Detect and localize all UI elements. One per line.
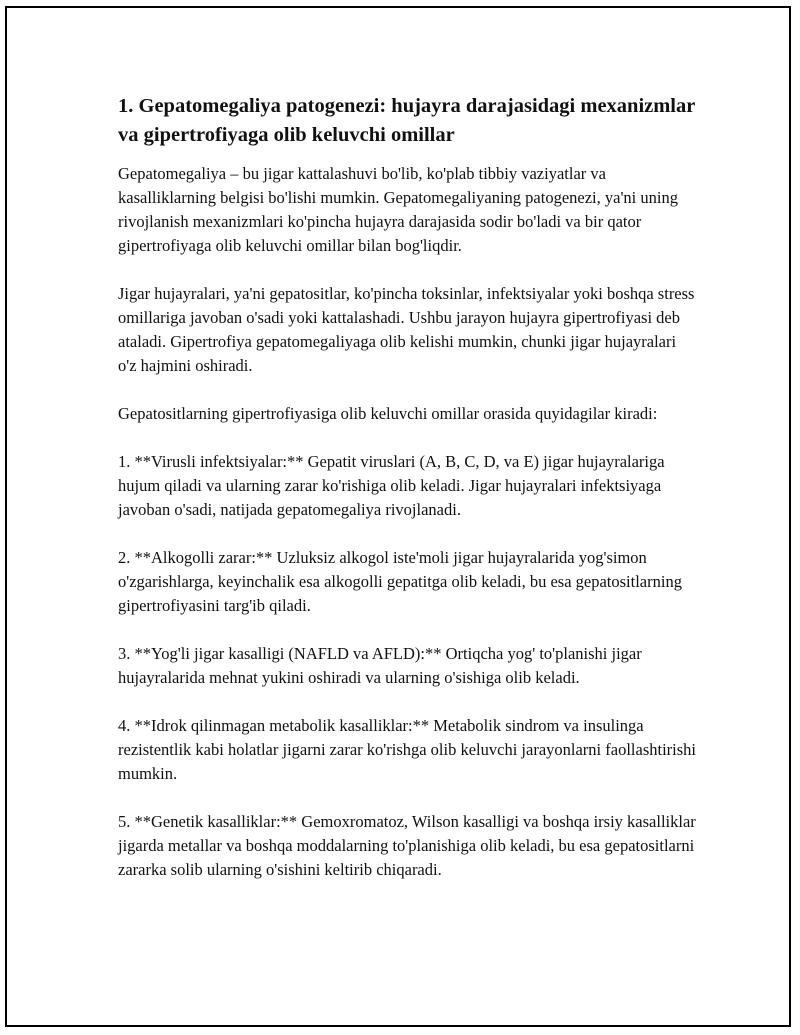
- paragraph-factors-intro: Gepatositlarning gipertrofiyasiga olib keluvchi omillar orasida quyidagilar kiradi:: [118, 404, 658, 423]
- section-title: 1. Gepatomegaliya patogenezi: hujayra darajasidagi mexanizmlar va gipertrofiyaga olib keluvchi omillar: [118, 95, 695, 146]
- document-content: [118, 92, 698, 906]
- list-item-viral-infections: 1. **Virusli infektsiyalar:** Gepatit viruslari (A, B, C, D, va E) jigar hujayralariga hujum qiladi va ularning zarar ko'rishiga olib keladi. Jigar hujayralari infektsiyaga javoban o'sadi, natijada gepatomegaliya rivojlanadi.: [118, 452, 665, 519]
- list-item-alcohol-damage: 2. **Alkogolli zarar:** Uzluksiz alkogol iste'moli jigar hujayralarida yog'simon o'zgarishlarga, keyinchalik esa alkogolli gepatitga olib keladi, bu esa gepatositlarning gipertrofiyasini targ'ib qiladi.: [118, 548, 682, 615]
- list-item-fatty-liver: 3. **Yog'li jigar kasalligi (NAFLD va AFLD):** Ortiqcha yog' to'planishi jigar hujayralarida mehnat yukini oshiradi va ularning o'sishiga olib keladi.: [118, 644, 642, 687]
- paragraph-intro: Gepatomegaliya – bu jigar kattalashuvi bo'lib, ko'plab tibbiy vaziyatlar va kasalliklarning belgisi bo'lishi mumkin. Gepatomegaliyaning patogenezi, ya'ni uning rivojlanish mexanizmlari ko'pincha hujayra darajasida sodir bo'ladi va bir qator gipertrofiyaga olib keluvchi omillar bilan bog'liqdir.: [118, 164, 678, 255]
- list-item-genetic-diseases: 5. **Genetik kasalliklar:** Gemoxromatoz, Wilson kasalligi va boshqa irsiy kasalliklar jigarda metallar va boshqa moddalarning to'planishiga olib keladi, bu esa gepatositlarni zararka solib ularning o'sishini keltirib chiqaradi.: [118, 812, 696, 879]
- list-item-metabolic-diseases: 4. **Idrok qilinmagan metabolik kasalliklar:** Metabolik sindrom va insulinga rezistentlik kabi holatlar jigarni zarar ko'rishga olib keluvchi jarayonlarni faollashtirishi mumkin.: [118, 716, 696, 783]
- paragraph-hypertrophy: Jigar hujayralari, ya'ni gepatositlar, ko'pincha toksinlar, infektsiyalar yoki boshqa stress omillariga javoban o'sadi yoki kattalashadi. Ushbu jarayon hujayra gipertrofiyasi deb ataladi. Gipertrofiya gepatomegaliyaga olib kelishi mumkin, chunki jigar hujayralari o'z hajmini oshiradi.: [118, 284, 695, 375]
